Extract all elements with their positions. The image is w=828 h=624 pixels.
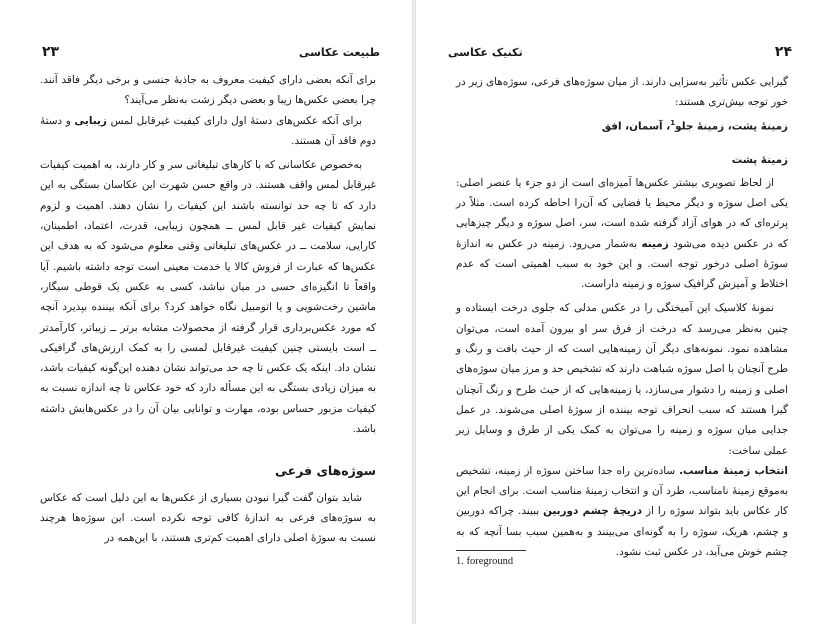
beauty-term: زیبایی [74, 114, 107, 127]
right-running-title: تکنیک عکاسی [448, 46, 523, 59]
left-paragraph-1: برای آنکه بعضی دارای کیفیت معروف به جاذبهٔ جنسی و برخی دیگر فاقد آنند. چرا بعضی عکس‌ها زیبا و بعضی دیگر زشت به‌نظر می‌آیند؟ [40, 74, 376, 107]
right-page-header [448, 44, 792, 60]
footnote-marker: 1 [670, 118, 676, 127]
right-page-content [456, 72, 788, 562]
right-paragraph-2: از لحاظ تصویری بیشتر عکس‌ها آمیزه‌ای است از دو جزء یا عنصر اصلی: یکی اصل سوژه و دیگر محیط یا فضایی که آن‌را احاطه کرده است. مثلاً در پرتره‌ای که در هوای آزاد گرفته شده است، سر، اصل سوژه و دیگر چیزهایی که در عکس دیده می‌شود زمینه به‌شمار می‌رود. زمینه در عکس به اندازهٔ سوژهٔ اصلی درخور توجه است. و این خود به سبب اهمیتی است که عدم اختلاط و آمیزش گرافیک سوژه و زمینه داراست. [456, 176, 789, 291]
left-page [0, 0, 412, 624]
right-page-number: ۲۴ [774, 44, 792, 60]
left-paragraph-3: به‌خصوص عکاسانی که با کارهای تبلیغاتی سر و کار دارند، به اهمیت کیفیات غیرقابل لمس واقف هستند. در واقع حسن شهرت این عکاسان بستگی به این دارد که تا چه حد توانسته باشند این کیفیات را نشان دهند. اهمیت و لزوم نمایش کیفیات غیر قابل لمس ــ همچون زیبایی، قدرت، اعتماد، اطمینان، کارایی، سلامت ــ در عکس‌های تبلیغاتی وقتی معلوم می‌شود که به هدف این عکس‌ها که عبارت از فروش کالا یا خدمت معینی است توجه داشته باشیم. آیا واقعاً تا انگیزه‌ای حسی در میان نباشد، کسی به عکس یک قوطی سیگار، ماشین رخت‌شویی و یا اتومبیل نگاه خواهد کرد؟ برای آنکه بیننده بپذیرد آنچه که مورد عکس‌برداری قرار گرفته از محصولات مشابه برتر ــ زیباتر، کارآمدتر ــ است بایستی چنین کیفیت غیرقابل لمسی را به کمک ارزش‌های گرافیکی نشان داد. اینکه یک عکس تا چه حد می‌تواند نشان دهنده این‌گونه کیفیات باشد، به میزان زیادی بستگی به این مسأله دارد که خود عکاس تا چه اندازه نسبت به کیفیات مزبور حساس بوده، مهارت و توانایی بیان آن را در عکس‌هایش داشته باشد. [40, 159, 376, 436]
footnote-rule [456, 550, 526, 551]
section-heading-sub-subjects: سوژه‌های فرعی [274, 463, 376, 479]
section-heading-background: زمینهٔ پشت [731, 154, 788, 167]
right-paragraph-1: گیرایی عکس تأثیر به‌سزایی دارند. از میان سوژه‌های فرعی، سوژه‌های زیر در خور توجه بیش‌تری هستند: [456, 76, 788, 109]
background-term: زمینه [641, 237, 669, 250]
left-running-title: طبیعت عکاسی [298, 46, 380, 59]
right-page [416, 0, 828, 624]
right-paragraph-4: انتخاب زمینهٔ مناسب. ساده‌ترین راه جدا ساختن سوژه از زمینه، تشخیص به‌موقع زمینهٔ نامناسب، طرد آن و انتخاب زمینهٔ مناسب است. برای انجام این کار عکاس باید بتواند سوژه را از دریچهٔ چشم دوربین ببیند. چراکه دوربین و چشم، هریک، سوژه را به گونه‌ای می‌بینند و به‌همین سبب بسا آنچه که به چشم خوش می‌آید، در عکس ثبت نشود. [456, 464, 788, 558]
camera-eye-term: دریچهٔ چشم دوربین [543, 505, 643, 518]
footnote: 1. foreground [456, 556, 514, 567]
left-paragraph-2: برای آنکه عکس‌های دستهٔ اول دارای کیفیت غیرقابل لمس زیبایی و دستهٔ دوم فاقد آن هستند. [40, 114, 376, 147]
left-page-number: ۲۳ [42, 44, 60, 60]
left-paragraph-4: شاید بتوان گفت گیرا نبودن بسیاری از عکس‌ها به این دلیل است که عکاس به سوژه‌های فرعی به اندازهٔ کافی توجه نکرده است. این سوژه‌ها هرچند نسبت به سوژهٔ اصلی دارای اهمیت کم‌تری هستند، با این‌همه در [40, 491, 376, 545]
right-paragraph-3: نمونهٔ کلاسیک این آمیختگی را در عکس مدلی که جلوی درخت ایستاده و چنین به‌نظر می‌رسد که درخت از فرق سر او بیرون آمده است، می‌توان مشاهده نمود. نمونه‌های دیگر آن زمینه‌هایی است که از حیث بافت و رنگ و طرح آنچنان با اصل سوژه شباهت دارند که تشخیص حد و مرز میان سوژه‌های اصلی و زمینه را دشوار می‌سازد، یا زمینه‌هایی که از حیث طرح و رنگ آنچنان گیرا هستند که سبب انحراف توجه بیننده از سوژهٔ اصلی می‌شوند. در عمل جدایی میان سوژه و زمینه را می‌توان به کمک یکی از طرق و وسایل زیر عملی ساخت: [456, 302, 788, 457]
left-page-content [40, 70, 376, 549]
choose-background-term: انتخاب زمینهٔ مناسب. [679, 464, 788, 477]
left-page-header [42, 44, 380, 60]
sub-subjects-list: زمینهٔ پشت، زمینهٔ جلو$^1$، آسمان، افق [601, 118, 788, 133]
